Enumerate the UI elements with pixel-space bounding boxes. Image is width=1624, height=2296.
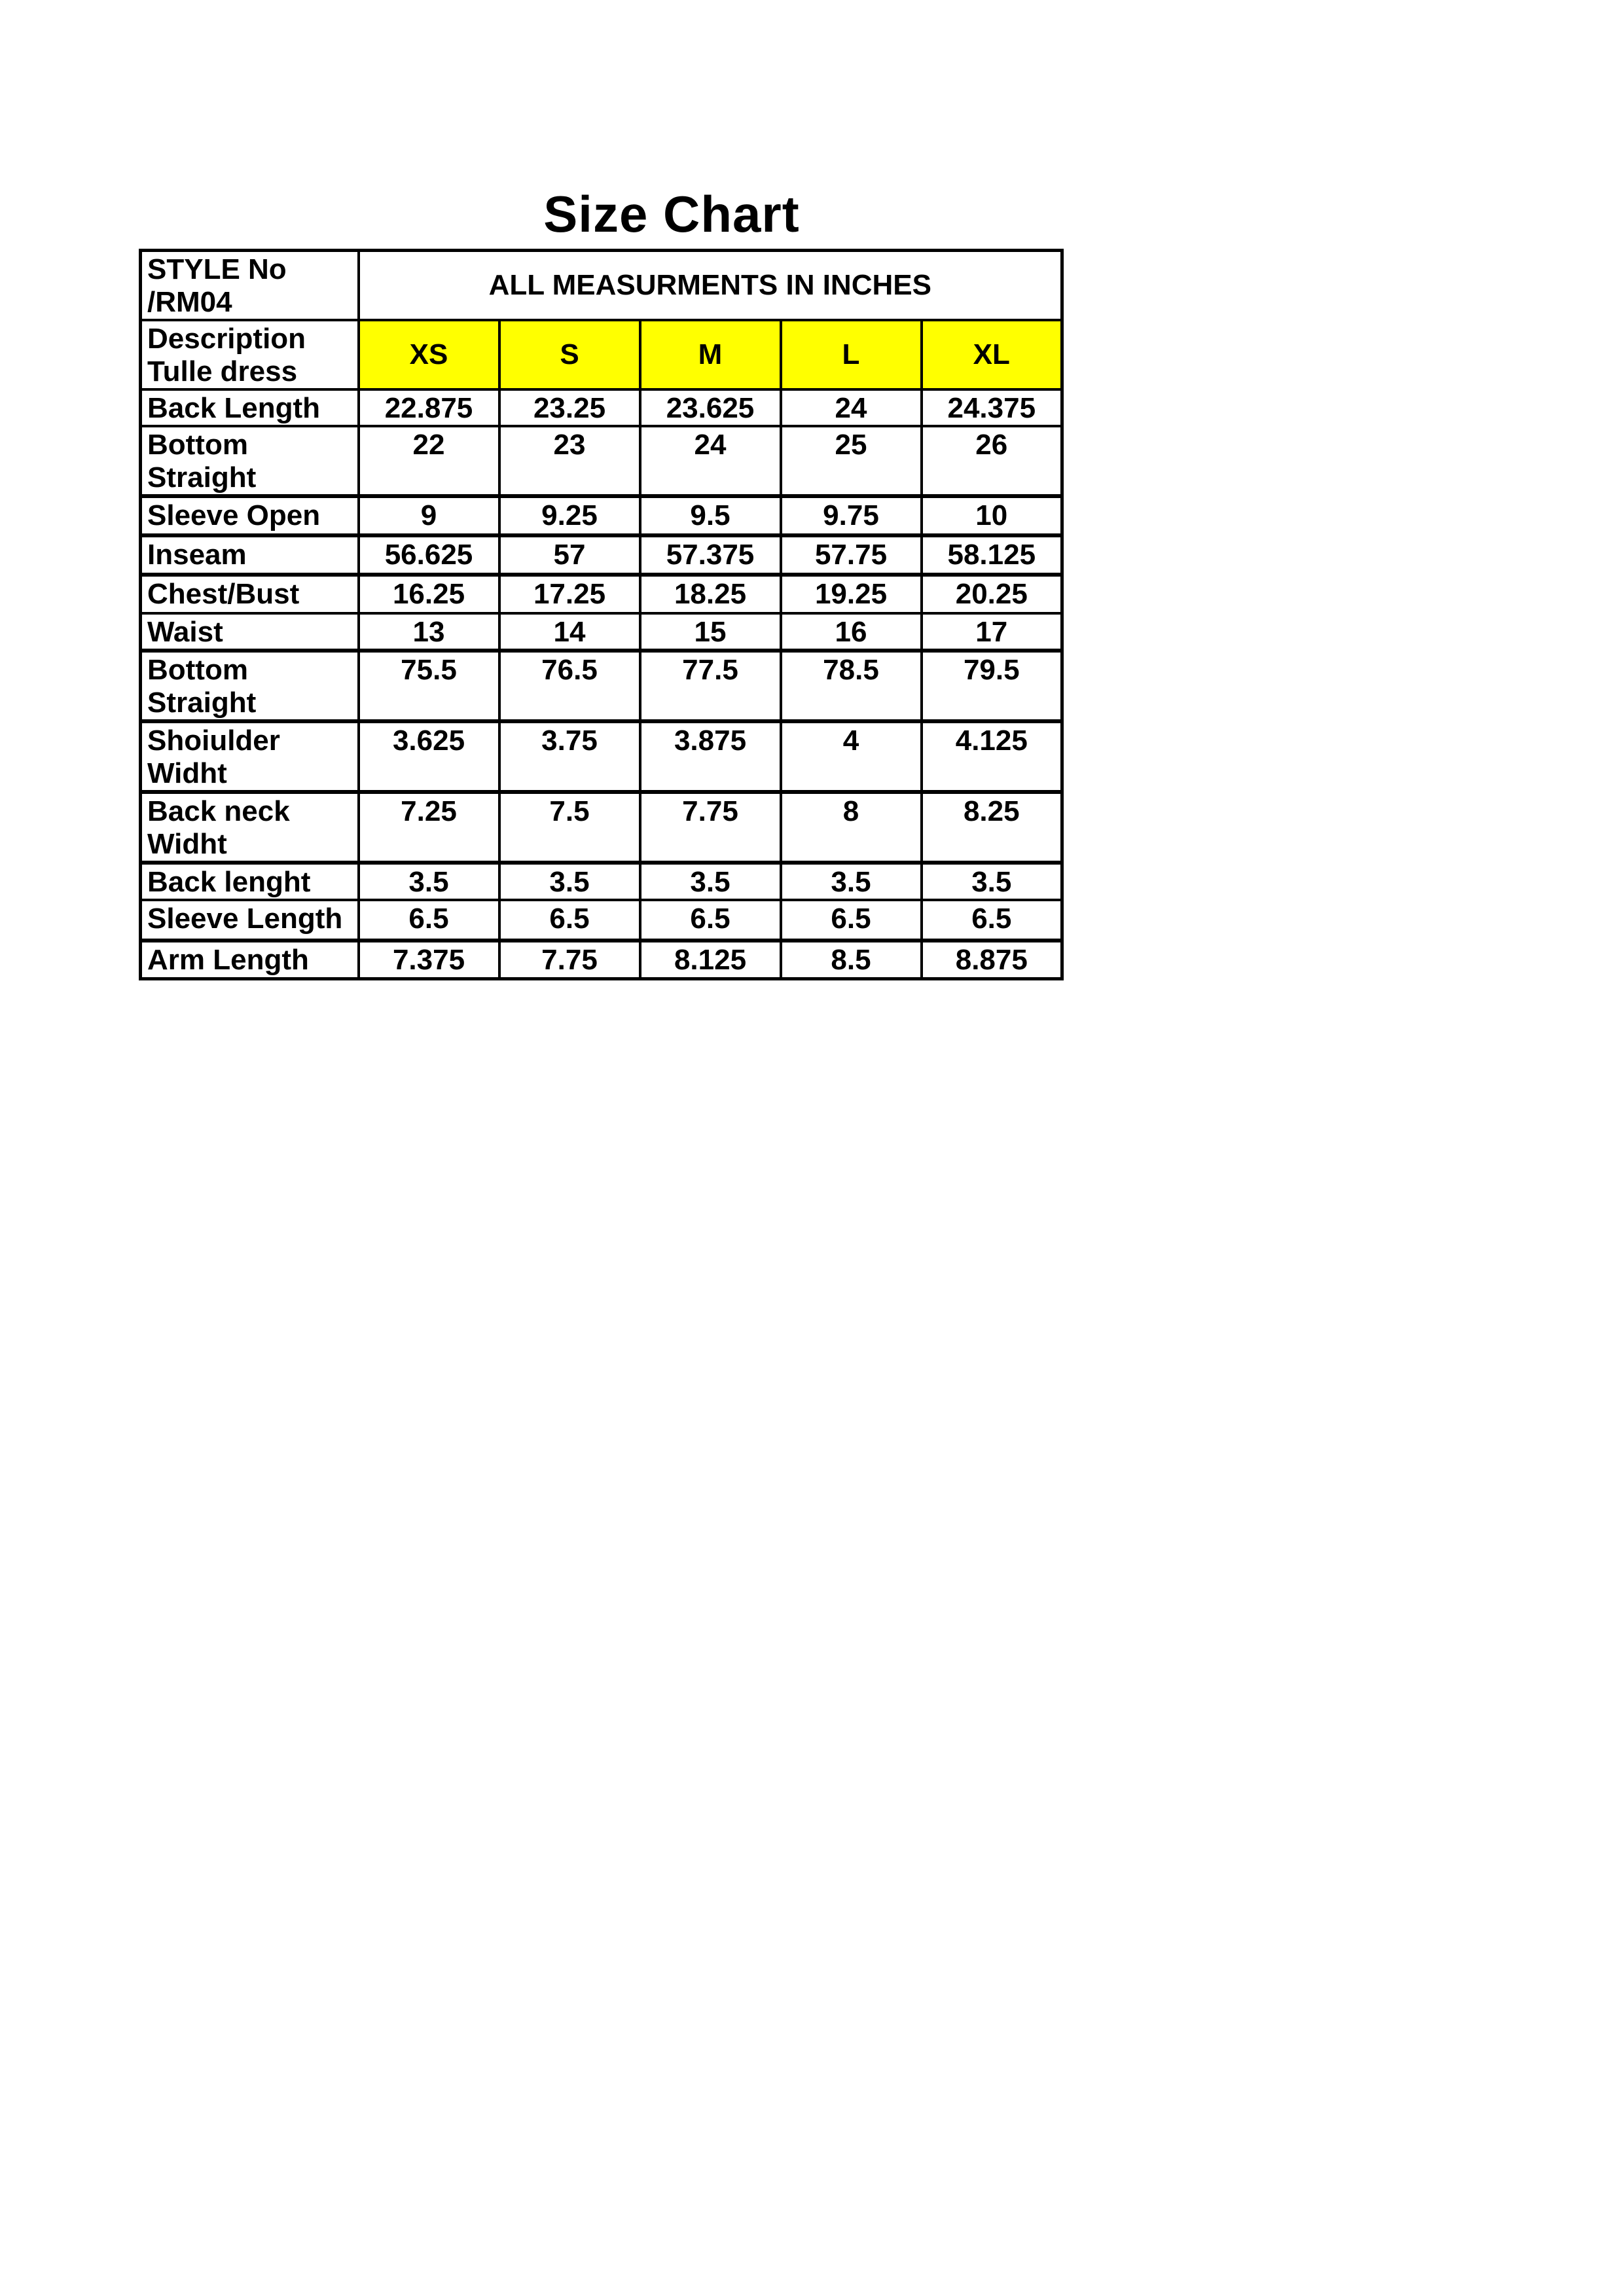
value-cell: 22: [359, 426, 499, 496]
value-cell: 23.25: [499, 389, 640, 426]
value-cell: 9.25: [499, 496, 640, 535]
size-chart-table: [139, 249, 1064, 980]
page-title: Size Chart: [543, 185, 800, 243]
row-label-cell: Back lenght: [141, 863, 359, 900]
value-cell: 3.5: [640, 863, 781, 900]
row-label-cell: Sleeve Length: [141, 900, 359, 941]
value-cell: 57.375: [640, 535, 781, 575]
value-cell: 25: [781, 426, 922, 496]
value-cell: 10: [922, 496, 1062, 535]
value-cell: 6.5: [640, 900, 781, 941]
value-cell: 17: [922, 613, 1062, 651]
row-label-cell: [141, 792, 359, 863]
value-cell: 17.25: [499, 575, 640, 613]
value-cell: 76.5: [499, 651, 640, 721]
value-cell: 23: [499, 426, 640, 496]
table-row: [141, 792, 1062, 863]
value-cell: 6.5: [359, 900, 499, 941]
table-row: [141, 389, 1062, 426]
size-header-l: L: [781, 320, 922, 389]
description-cell: [141, 320, 359, 389]
table-row: [141, 613, 1062, 651]
value-cell: 18.25: [640, 575, 781, 613]
value-cell: 7.5: [499, 792, 640, 863]
units-header-cell: ALL MEASURMENTS IN INCHES: [359, 251, 1062, 321]
value-cell: 3.875: [640, 721, 781, 792]
row-label-line-2: Widht: [147, 828, 227, 860]
value-cell: 3.5: [781, 863, 922, 900]
row-label-cell: Sleeve Open: [141, 496, 359, 535]
value-cell: 4.125: [922, 721, 1062, 792]
value-cell: 4: [781, 721, 922, 792]
size-header-xl: XL: [922, 320, 1062, 389]
value-cell: 3.5: [922, 863, 1062, 900]
value-cell: 78.5: [781, 651, 922, 721]
value-cell: 56.625: [359, 535, 499, 575]
value-cell: 3.75: [499, 721, 640, 792]
value-cell: 24: [781, 389, 922, 426]
size-header-xs: XS: [359, 320, 499, 389]
size-header-m: M: [640, 320, 781, 389]
value-cell: 24: [640, 426, 781, 496]
value-cell: 7.25: [359, 792, 499, 863]
value-cell: 15: [640, 613, 781, 651]
value-cell: 26: [922, 426, 1062, 496]
table-row: [141, 535, 1062, 575]
row-label-cell: Chest/Bust: [141, 575, 359, 613]
value-cell: 8.875: [922, 941, 1062, 978]
value-cell: 75.5: [359, 651, 499, 721]
row-label-line-1: Back neck: [147, 795, 290, 827]
value-cell: 57.75: [781, 535, 922, 575]
value-cell: 79.5: [922, 651, 1062, 721]
value-cell: 8: [781, 792, 922, 863]
value-cell: 6.5: [499, 900, 640, 941]
value-cell: 14: [499, 613, 640, 651]
row-label-cell: Bottom Straight: [141, 426, 359, 496]
value-cell: 20.25: [922, 575, 1062, 613]
size-header-s: S: [499, 320, 640, 389]
table-row: [141, 651, 1062, 721]
value-cell: 16.25: [359, 575, 499, 613]
value-cell: 8.5: [781, 941, 922, 978]
value-cell: 7.75: [499, 941, 640, 978]
value-cell: 13: [359, 613, 499, 651]
value-cell: 9.75: [781, 496, 922, 535]
table-row-style-no: [141, 251, 1062, 321]
value-cell: 19.25: [781, 575, 922, 613]
style-no-line-2: /RM04: [147, 286, 232, 318]
value-cell: 22.875: [359, 389, 499, 426]
value-cell: 24.375: [922, 389, 1062, 426]
row-label-cell: Back Length: [141, 389, 359, 426]
table-row: [141, 941, 1062, 978]
table-row-sizes: [141, 320, 1062, 389]
value-cell: 6.5: [781, 900, 922, 941]
value-cell: 3.5: [499, 863, 640, 900]
style-no-line-1: STYLE No: [147, 253, 287, 285]
row-label-cell: Shoiulder Widht: [141, 721, 359, 792]
value-cell: 57: [499, 535, 640, 575]
row-label-cell: Waist: [141, 613, 359, 651]
value-cell: 8.25: [922, 792, 1062, 863]
value-cell: 7.75: [640, 792, 781, 863]
value-cell: 3.625: [359, 721, 499, 792]
value-cell: 77.5: [640, 651, 781, 721]
row-label-cell: Bottom Straight: [141, 651, 359, 721]
table-row: [141, 721, 1062, 792]
value-cell: 9: [359, 496, 499, 535]
value-cell: 3.5: [359, 863, 499, 900]
description-line-1: Description: [147, 323, 306, 355]
value-cell: 8.125: [640, 941, 781, 978]
value-cell: 6.5: [922, 900, 1062, 941]
row-label-cell: Arm Length: [141, 941, 359, 978]
table-row: [141, 900, 1062, 941]
value-cell: 23.625: [640, 389, 781, 426]
table-row: [141, 496, 1062, 535]
row-label-cell: Inseam: [141, 535, 359, 575]
value-cell: 7.375: [359, 941, 499, 978]
description-line-2: Tulle dress: [147, 355, 298, 387]
table-row: [141, 575, 1062, 613]
value-cell: 58.125: [922, 535, 1062, 575]
value-cell: 9.5: [640, 496, 781, 535]
style-no-cell: [141, 251, 359, 321]
table-row: [141, 863, 1062, 900]
table-row: [141, 426, 1062, 496]
value-cell: 16: [781, 613, 922, 651]
